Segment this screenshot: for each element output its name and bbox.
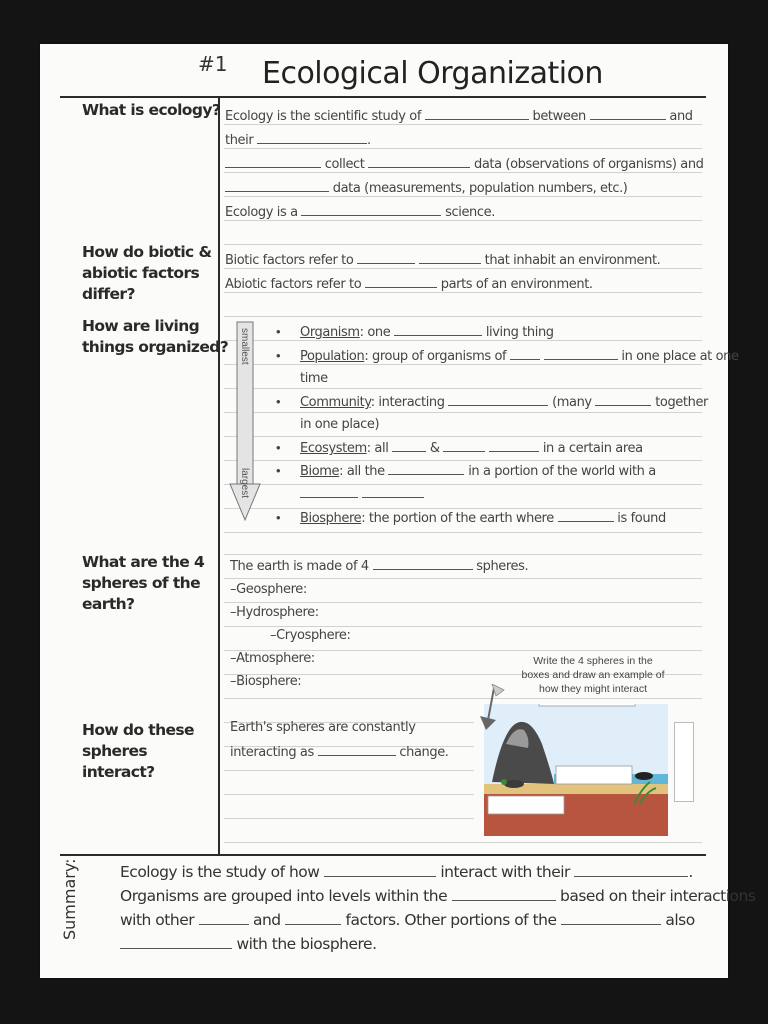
text: with the biosphere. [236,935,377,953]
rule-line [224,818,474,819]
blank[interactable] [544,348,618,360]
blank[interactable] [558,510,614,522]
question-line: How are living [82,317,200,335]
text: . [367,133,371,148]
hydrosphere-label: –Hydrosphere: [230,605,319,620]
text: Biotic factors refer to [225,253,354,268]
text: : group of organisms of [364,349,507,364]
population-line-2: time [300,371,328,386]
rule-line [224,770,474,771]
bullet: • [276,348,281,363]
question-what-is-ecology: What is ecology? [82,101,221,119]
blank[interactable] [324,862,436,877]
question-biotic-abiotic [82,242,211,305]
text: change. [399,745,449,760]
term: Ecosystem [300,441,367,456]
organism-line [300,324,554,340]
worksheet [40,44,756,978]
text: data (measurements, population numbers, etc.) [332,181,628,196]
rule-line [224,388,702,389]
question-line: spheres [82,742,148,760]
text: and [669,109,693,124]
text: Organisms are grouped into levels within the [120,887,448,905]
term: Population [300,349,365,364]
blank[interactable] [394,324,482,336]
rule-line [224,484,702,485]
blank[interactable] [285,910,341,925]
text: parts of an environment. [440,277,593,292]
blank[interactable] [561,910,661,925]
question-line: earth? [82,595,135,613]
ecology-line-3 [225,156,704,172]
rule-line [224,436,702,437]
ecology-line-2 [225,132,371,148]
text: : the portion of the earth where [361,511,554,526]
bullet: • [276,440,281,455]
rule-line [224,532,702,533]
text: Ecology is the study of how [120,863,320,881]
population-line [300,348,739,364]
sphere-label-box-side[interactable] [674,722,694,802]
text: data (observations of organisms) and [473,157,704,172]
text: : interacting [370,395,445,410]
arrow-label-largest: largest [239,468,250,499]
blank[interactable] [448,394,548,406]
ecology-line-5 [225,204,495,220]
blank[interactable] [392,440,426,452]
arrow-down-icon [476,684,506,732]
text: : all the [339,464,385,479]
summary-line-4 [120,934,377,953]
text: collect [324,157,365,172]
rule-line [224,340,702,341]
rule-line [224,268,702,269]
term: Organism [300,325,360,340]
text: living thing [485,325,554,340]
text: in a certain area [542,441,643,456]
text: is found [617,511,666,526]
ecology-line-4 [225,180,627,196]
blank[interactable] [300,486,358,498]
geosphere-label: –Geosphere: [230,582,307,597]
rule-line [224,172,702,173]
ecology-line-1 [225,108,693,124]
blank[interactable] [301,204,441,216]
question-line: How do biotic & [82,243,212,261]
bullet: • [276,463,281,478]
bullet: • [276,394,281,409]
arrow-label-smallest: smallest [239,328,250,365]
question-line: How do these [82,721,194,739]
text: that inhabit an environment. [484,253,661,268]
text: based on their interactions [560,887,756,905]
rule-line [224,508,702,509]
text: with other [120,911,195,929]
blank[interactable] [225,156,321,168]
rule-line [224,698,702,699]
spheres-line-1 [230,558,528,574]
summary-divider [60,854,706,856]
term: Biome [300,464,340,479]
sphere-label-box[interactable] [556,766,632,784]
blank[interactable] [419,252,481,264]
question-line: What are the 4 [82,553,205,571]
question-line: abiotic factors [82,264,200,282]
drawing-instruction: Write the 4 spheres in the boxes and draw an example of how they might interact [521,655,665,695]
rule-line [224,842,702,843]
question-line: spheres of the [82,574,200,592]
text: and [252,911,281,929]
rule-line [224,554,702,555]
question-four-spheres [82,552,204,615]
text: Abiotic factors refer to [225,277,362,292]
sphere-label-box[interactable] [488,796,564,814]
summary-line-1 [120,862,693,881]
term: Biosphere [300,511,362,526]
question-line: interact? [82,763,155,781]
text: . [688,863,693,881]
text: Ecology is the scientific study of [225,109,422,124]
biosphere-line [300,510,666,526]
summary-label: Summary: [60,858,79,940]
blank[interactable] [357,252,415,264]
blank[interactable] [388,463,464,475]
bullet: • [276,324,281,339]
header-divider [60,96,706,98]
text: their [225,133,254,148]
text: : all [366,441,389,456]
bullet: • [276,510,281,525]
blank[interactable] [489,440,539,452]
blank[interactable] [590,108,666,120]
text: Ecology is a [225,205,298,220]
rule-line [224,316,702,317]
interact-line-2 [230,744,449,760]
blank[interactable] [120,934,232,949]
text: science. [445,205,495,220]
rule-line [224,148,702,149]
rule-line [224,124,702,125]
text: in a portion of the world with a [468,464,656,479]
rule-line [224,196,702,197]
text: interacting as [230,745,314,760]
blank[interactable] [368,156,470,168]
rule-line [224,364,702,365]
blank[interactable] [257,132,367,144]
blank[interactable] [443,440,485,452]
column-divider [218,96,220,856]
question-organization [82,316,228,358]
blank[interactable] [425,108,529,120]
biosphere-label: –Biosphere: [230,674,302,689]
blank[interactable] [362,486,424,498]
interact-line-1: Earth's spheres are constantly [230,720,416,735]
blank[interactable] [365,276,437,288]
community-line [300,394,708,410]
biotic-line [225,252,660,268]
text: in one place at one [621,349,739,364]
abiotic-line [225,276,593,292]
blank[interactable] [452,886,556,901]
summary-line-3 [120,910,695,929]
text: spheres. [476,559,529,574]
question-line: things organized? [82,338,229,356]
blank[interactable] [574,862,688,877]
cryosphere-label: –Cryosphere: [270,628,351,643]
community-line-2: in one place) [300,417,380,432]
rule-line [224,794,474,795]
blank[interactable] [199,910,249,925]
term: Community [300,395,371,410]
question-spheres-interact [82,720,194,783]
rule-line [224,292,702,293]
biome-line [300,463,656,479]
blank[interactable] [225,180,329,192]
blank[interactable] [595,394,651,406]
atmosphere-label: –Atmosphere: [230,651,315,666]
blank[interactable] [373,558,473,570]
rule-line [224,220,702,221]
text: : one [359,325,391,340]
text: factors. Other portions of the [345,911,557,929]
ecosystem-line [300,440,643,456]
text: (many [552,395,592,410]
blank[interactable] [510,348,540,360]
page-title: Ecological Organization [262,56,603,91]
text: interact with their [440,863,570,881]
rule-line [224,460,702,461]
text: The earth is made of 4 [230,559,369,574]
rule-line [224,244,702,245]
question-line: differ? [82,285,135,303]
rule-line [224,578,702,579]
text: & [429,441,440,456]
biome-line-2 [300,486,424,502]
rule-line [224,626,702,627]
rule-line [224,602,702,603]
text: between [532,109,586,124]
blank[interactable] [318,744,396,756]
summary-line-2 [120,886,755,905]
earth-spheres-illustration [484,704,668,836]
text: also [665,911,695,929]
text: together [655,395,708,410]
rule-line [224,412,702,413]
worksheet-number: #1 [198,52,228,76]
